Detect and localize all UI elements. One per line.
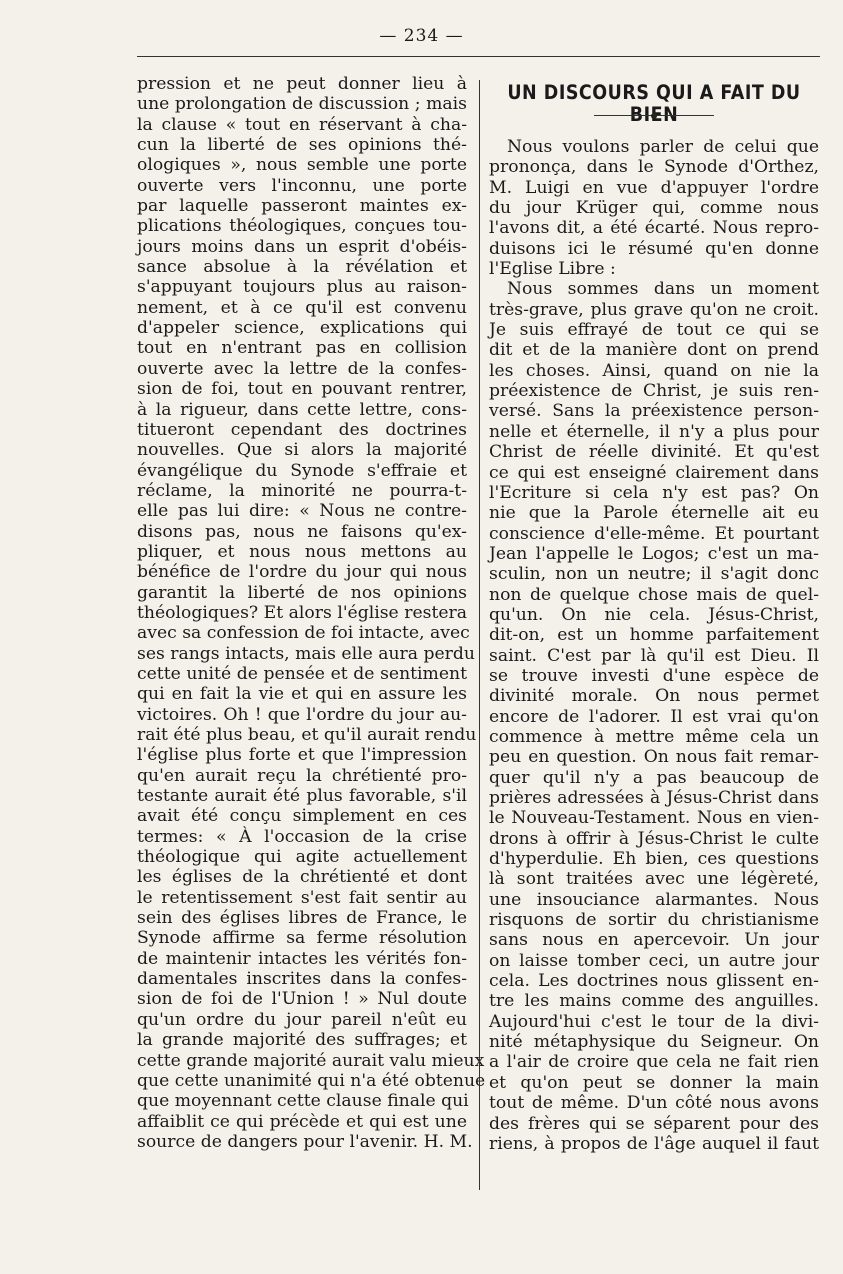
text-line: riens, à propos de l'âge auquel il faut <box>489 1133 819 1154</box>
text-line: encore de l'adorer. Il est vrai qu'on <box>489 706 819 727</box>
text-line: le retentissement s'est fait sentir au <box>137 887 467 908</box>
text-line: se trouve investi d'une espèce de <box>489 665 819 686</box>
text-line: l'avons dit, a été écarté. Nous repro- <box>489 218 819 239</box>
text-line: qu'en aurait reçu la chrétienté pro- <box>137 765 467 786</box>
text-line: versé. Sans la préexistence person- <box>489 401 819 422</box>
text-line: d'appeler science, explications qui <box>137 318 467 339</box>
text-line: Nous voulons parler de celui que <box>507 137 819 157</box>
text-line: peu en question. On nous fait remar- <box>489 747 819 768</box>
title-ornament <box>594 113 714 119</box>
text-line: bénéfice de l'ordre du jour qui nous <box>137 562 467 583</box>
text-line: a l'air de croire que cela ne fait rien <box>489 1052 819 1073</box>
text-line: Je suis effrayé de tout ce qui se <box>489 320 819 341</box>
text-line: l'église plus forte et que l'impression <box>137 745 467 766</box>
text-line: duisons ici le résumé qu'en donne <box>489 238 819 259</box>
text-line: tout en n'entrant pas en collision <box>137 338 467 359</box>
text-line: sion de foi, tout en pouvant rentrer, <box>137 379 467 400</box>
text-line: l'Ecriture si cela n'y est pas? On <box>489 482 819 503</box>
text-line: de maintenir intactes les vérités fon- <box>137 948 467 969</box>
text-line: titueront cependant des doctrines <box>137 419 467 440</box>
text-line: saint. C'est par là qu'il est Dieu. Il <box>489 645 819 666</box>
text-line: des frères qui se séparent pour des <box>489 1113 819 1134</box>
text-line: termes: « À l'occasion de la crise <box>137 826 467 847</box>
text-line: Synode affirme sa ferme résolution <box>137 928 467 949</box>
text-line: très-grave, plus grave qu'on ne croit. <box>489 299 819 320</box>
text-line: jours moins dans un esprit d'obéis- <box>137 236 467 257</box>
text-line: garantit la liberté de nos opinions <box>137 582 467 603</box>
text-line: la grande majorité des suffrages; et <box>137 1030 467 1051</box>
text-line: évangélique du Synode s'effraie et <box>137 460 467 481</box>
text-line: une prolongation de discussion ; mais <box>137 94 467 115</box>
text-line: dit-on, est un homme parfaitement <box>489 625 819 646</box>
text-line: ologiques », nous semble une porte <box>137 155 467 176</box>
text-line: du jour Krüger qui, comme nous <box>489 198 819 219</box>
text-line: sion de foi de l'Union ! » Nul doute <box>137 989 467 1010</box>
text-line: nement, et à ce qu'il est convenu <box>137 297 467 318</box>
left-column <box>137 74 486 1152</box>
text-line: tre les mains comme des anguilles. <box>489 991 819 1012</box>
text-line: sculin, non un neutre; il s'agit donc <box>489 564 819 585</box>
article-title: UN DISCOURS QUI A FAIT DU <box>507 82 801 105</box>
text-line: M. Luigi en vue d'appuyer l'ordre <box>489 177 819 198</box>
text-line: commence à mettre même cela un <box>489 726 819 747</box>
text-line: prières adressées à Jésus-Christ dans <box>489 788 819 808</box>
text-line: théologique qui agite actuellement <box>137 847 467 868</box>
text-line: ce qui est enseigné clairement dans <box>489 462 819 483</box>
text-line: théologiques? Et alors l'église restera <box>137 602 467 623</box>
text-line: à la rigueur, dans cette lettre, cons- <box>137 399 467 420</box>
text-line: l'Eglise Libre : <box>489 259 616 280</box>
header-rule <box>137 56 820 57</box>
text-line: victoires. Oh ! que l'ordre du jour au- <box>137 704 467 725</box>
text-line: réclame, la minorité ne pourra-t- <box>137 480 467 501</box>
text-line: que moyennant cette clause finale qui <box>137 1091 469 1112</box>
text-line: le Nouveau-Testament. Nous en vien- <box>489 808 819 829</box>
text-line: non de quelque chose mais de quel- <box>489 584 819 605</box>
text-line: Nous sommes dans un moment <box>507 279 819 300</box>
text-line: la clause « tout en réservant à cha- <box>137 114 467 135</box>
text-line: cette unité de pensée et de sentiment <box>137 663 467 684</box>
text-line: ouverte vers l'inconnu, une porte <box>137 175 467 196</box>
text-line: elle pas lui dire: « Nous ne contre- <box>137 501 467 522</box>
text-line: divinité morale. On nous permet <box>489 686 819 707</box>
text-line: que cette unanimité qui n'a été obtenue <box>137 1070 486 1091</box>
text-line: Jean l'appelle le Logos; c'est un ma- <box>489 543 819 564</box>
text-line: pression et ne peut donner lieu à <box>137 74 467 94</box>
text-line: qu'un. On nie cela. Jésus-Christ, <box>489 604 819 625</box>
text-line: les églises de la chrétienté et dont <box>137 867 467 888</box>
text-line: testante aurait été plus favorable, s'il <box>137 786 467 807</box>
text-line: dit et de la manière dont on prend <box>489 340 819 361</box>
text-line: Aujourd'hui c'est le tour de la divi- <box>489 1011 819 1032</box>
text-line: sance absolue à la révélation et <box>137 257 467 278</box>
text-line: qui en fait la vie et qui en assure les <box>137 684 467 705</box>
page-number: — 234 — <box>379 26 464 46</box>
text-line: d'hyperdulie. Eh bien, ces questions <box>489 849 819 870</box>
text-line: prononça, dans le Synode d'Orthez, <box>489 157 819 178</box>
text-line: nouvelles. Que si alors la majorité <box>137 440 467 461</box>
text-line: pliquer, et nous nous mettons au <box>137 541 467 562</box>
text-line: damentales inscrites dans la confes- <box>137 969 467 990</box>
text-line: quer qu'il n'y a pas beaucoup de <box>489 767 819 788</box>
text-line: disons pas, nous ne faisons qu'ex- <box>137 521 467 542</box>
text-line: avait été conçu simplement en ces <box>137 806 467 827</box>
text-line: les choses. Ainsi, quand on nie la <box>489 360 819 381</box>
text-line: source de dangers pour l'avenir. H. M. <box>137 1131 473 1152</box>
text-line: plications théologiques, conçues tou- <box>137 216 467 237</box>
text-line: nité métaphysique du Seigneur. On <box>489 1032 819 1053</box>
text-line: là sont traitées avec une légèreté, <box>489 869 819 890</box>
text-line: nie que la Parole éternelle ait eu <box>489 503 819 524</box>
text-line: Christ de réelle divinité. Et qu'est <box>489 442 819 463</box>
text-line: ouverte avec la lettre de la confes- <box>137 358 467 379</box>
right-column <box>489 137 819 1154</box>
text-line: une insouciance alarmantes. Nous <box>489 889 819 910</box>
text-line: tout de même. D'un côté nous avons <box>489 1093 819 1114</box>
text-line: préexistence de Christ, je suis ren- <box>489 381 819 402</box>
text-line: s'appuyant toujours plus au raison- <box>137 277 467 298</box>
text-line: nelle et éternelle, il n'y a plus pour <box>489 421 819 442</box>
text-line: sein des églises libres de France, le <box>137 908 467 929</box>
text-line: rait été plus beau, et qu'il aurait rendu <box>137 725 477 745</box>
text-line: par laquelle passeront maintes ex- <box>137 196 467 217</box>
text-line: qu'un ordre du jour pareil n'eût eu <box>137 1009 467 1030</box>
text-line: risquons de sortir du christianisme <box>489 910 819 931</box>
column-divider <box>479 80 480 1190</box>
text-line: sans nous en apercevoir. Un jour <box>489 930 819 951</box>
text-line: on laisse tomber ceci, un autre jour <box>489 950 819 971</box>
text-line: conscience d'elle-même. Et pourtant <box>489 523 819 544</box>
text-line: cette grande majorité aurait valu mieux <box>137 1050 485 1071</box>
text-line: cun la liberté de ses opinions thé- <box>137 135 467 156</box>
text-line: ses rangs intacts, mais elle aura perdu <box>137 643 475 664</box>
text-line: affaiblit ce qui précède et qui est une <box>137 1111 467 1132</box>
text-line: drons à offrir à Jésus-Christ le culte <box>489 828 819 849</box>
text-line: avec sa confession de foi intacte, avec <box>137 623 470 644</box>
text-line: cela. Les doctrines nous glissent en- <box>489 971 819 992</box>
text-line: et qu'on peut se donner la main <box>489 1072 819 1093</box>
